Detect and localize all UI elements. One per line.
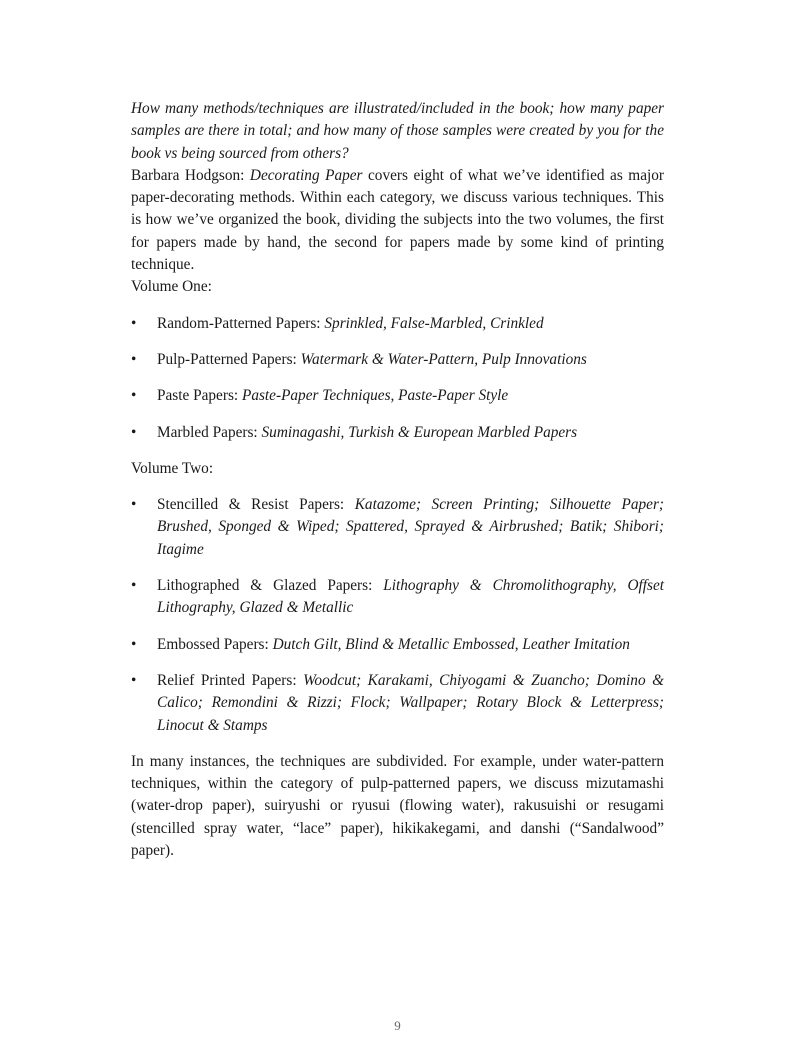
item-detail: Watermark & Water-Pattern, Pulp Innovations <box>300 350 587 368</box>
page-number: 9 <box>394 1018 401 1033</box>
bullet-icon: • <box>131 496 137 514</box>
volume-one-heading: Volume One: <box>131 278 212 296</box>
list-item <box>131 385 664 407</box>
item-label: Embossed Papers: <box>157 635 273 653</box>
volume-one-list <box>131 313 664 444</box>
speaker-name: Barbara Hodgson: <box>131 166 250 184</box>
bullet-icon: • <box>131 350 137 368</box>
item-detail: Katazome; Screen Printing; Silhouette Paper; Brushed, Sponged & Wiped; Spattered, Sprayed & Airbrushed; Batik; Shibori; Itagime <box>157 496 664 558</box>
item-detail: Paste-Paper Techniques, Paste-Paper Style <box>241 387 509 405</box>
item-detail: Suminagashi, Turkish & European Marbled Papers <box>261 423 578 441</box>
item-detail: Woodcut; Karakami, Chiyogami & Zuancho; Domino & Calico; Remondini & Rizzi; Flock; Wallpaper; Rotary Block & Letterpress; Linocut & Stamps <box>157 671 664 734</box>
item-label: Marbled Papers: <box>157 423 262 441</box>
item-detail: Dutch Gilt, Blind & Metallic Embossed, Leather Imitation <box>272 635 630 653</box>
item-label: Paste Papers: <box>157 387 242 405</box>
bullet-icon: • <box>131 577 137 595</box>
item-label: Relief Printed Papers: <box>157 671 304 689</box>
list-item <box>131 494 664 561</box>
book-title: Decorating Paper <box>249 166 363 184</box>
bullet-icon: • <box>131 671 137 689</box>
answer-paragraph <box>131 165 664 276</box>
item-label: Stencilled & Resist Papers: <box>157 496 355 514</box>
item-detail: Sprinkled, False-Marbled, Crinkled <box>324 314 544 332</box>
volume-two-heading: Volume Two: <box>131 459 214 477</box>
item-label: Random-Patterned Papers: <box>157 314 325 332</box>
interview-question: How many methods/techniques are illustrated/included in the book; how many paper samples are there in total; and how many of those samples were created by you for the book vs being sourced from others? <box>131 100 664 162</box>
bullet-icon: • <box>131 314 137 332</box>
item-label: Pulp-Patterned Papers: <box>157 350 301 368</box>
bullet-icon: • <box>131 423 137 441</box>
list-item <box>131 670 664 737</box>
list-item <box>131 575 664 620</box>
bullet-icon: • <box>131 635 137 653</box>
answer-text: covers eight of what we’ve identified as major paper-decorating methods. Within each category, we discuss various techniques. This is how we’ve organized the book, dividing the subjects into the two volumes, the first for papers made by hand, the second for papers made by some kind of printing technique. <box>131 166 664 274</box>
item-label: Lithographed & Glazed Papers: <box>157 577 384 595</box>
volume-two-list <box>131 494 664 737</box>
bullet-icon: • <box>131 387 137 405</box>
document-page <box>131 98 664 862</box>
list-item <box>131 634 664 656</box>
list-item <box>131 349 664 371</box>
list-item <box>131 313 664 335</box>
list-item <box>131 422 664 444</box>
closing-paragraph: In many instances, the techniques are subdivided. For example, under water-pattern techniques, within the category of pulp-patterned papers, we discuss mizutamashi (water-drop paper), suiryushi or ryusui (flowing water), rakusuishi or resugami (stencilled spray water, “lace” paper), hikikakegami, and danshi (“Sandalwood” paper). <box>131 752 664 860</box>
item-detail: Lithography & Chromolithography, Offset Lithography, Glazed & Metallic <box>157 577 664 617</box>
